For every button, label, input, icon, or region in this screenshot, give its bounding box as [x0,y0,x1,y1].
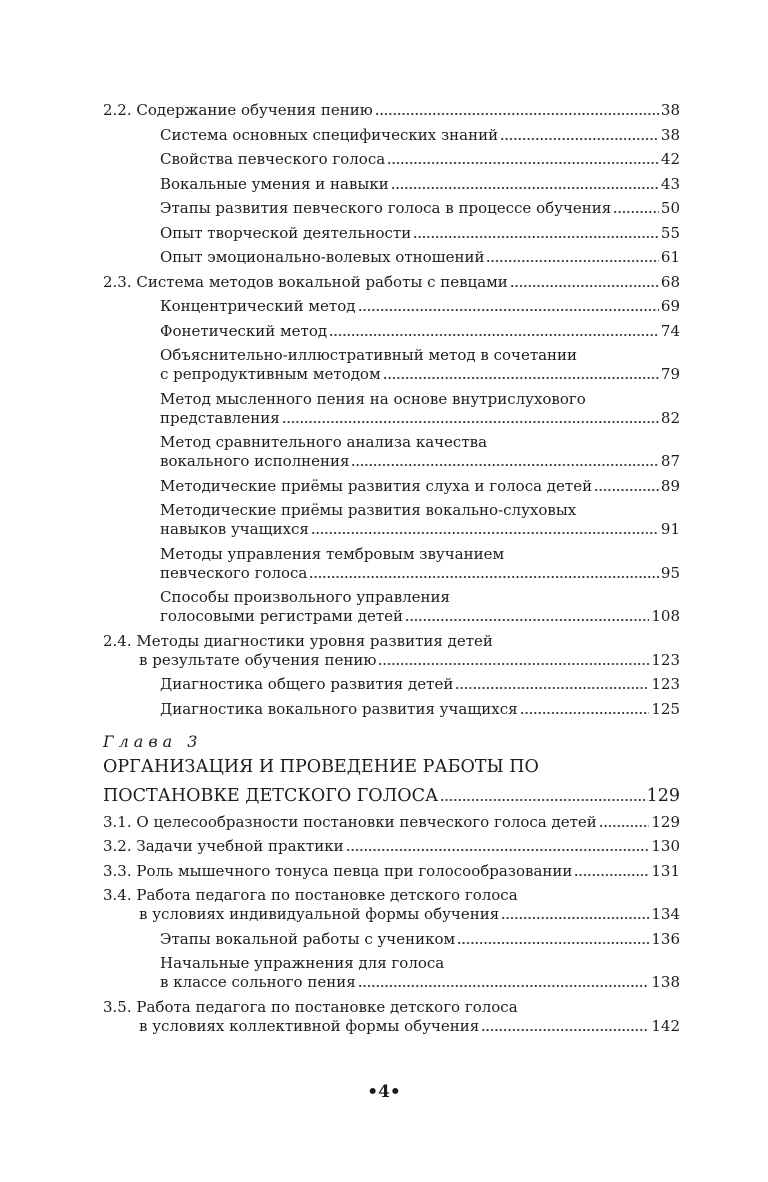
toc-entry-line [103,632,680,651]
toc-entry-title: с репродуктивным методом [160,365,381,383]
toc-entry-title: навыков учащихся [160,520,309,538]
toc-entry-title: в результате обучения пению [139,650,377,669]
toc-entry[interactable] [103,813,680,832]
toc-entry-title: в условиях индивидуальной формы обучения [139,905,500,923]
toc-entry[interactable] [103,675,680,694]
toc-entry[interactable] [103,700,680,719]
toc-entry-line [103,837,680,856]
page-number: 74 [660,321,680,340]
toc-entry[interactable] [103,346,680,384]
toc-entry[interactable] [103,954,680,992]
page-number: 131 [651,861,680,880]
dot-leader [481,1019,649,1031]
toc-entry-title: вокального исполнения [160,452,350,470]
toc-entry-line [160,564,680,583]
toc-entry[interactable] [103,150,680,169]
toc-entry[interactable] [103,126,680,145]
page-number: 95 [660,563,680,582]
toc-entry-line [160,126,680,145]
dot-leader [391,177,659,189]
toc-entry-line [103,862,680,881]
toc-entry[interactable] [103,433,680,471]
dot-leader [510,275,659,287]
toc-entry-title: Вокальные умения и навыки [160,174,389,193]
toc-entry[interactable] [103,886,680,924]
dot-leader [501,907,649,919]
toc-entry-line [103,1017,680,1036]
toc-entry-title: 3.4. Работа педагога по постановке детского голоса [103,886,518,904]
page-number: 129 [651,812,680,831]
toc-entry-line [160,175,680,194]
dot-leader [413,226,659,238]
toc-entry-line [160,501,680,520]
toc-entry[interactable] [103,930,680,949]
toc-entry-title: Диагностика вокального развития учащихся [160,699,518,718]
page-number: 134 [651,905,680,923]
dot-leader [574,864,649,876]
toc-entry-title: Методические приёмы развития вокально-слуховых [160,501,577,519]
toc-entry-title: Этапы вокальной работы с учеником [160,929,456,948]
dot-leader [599,815,650,827]
toc-entry-line [103,998,680,1017]
toc-entry-line [160,520,680,539]
toc-entry-title: 2.4. Методы диагностики уровня развития детей [103,631,493,650]
dot-leader [486,250,658,262]
dot-leader [455,677,649,689]
toc-entry-line [160,248,680,267]
page-number: 69 [660,297,680,315]
toc-entry[interactable] [103,545,680,583]
toc-entry-line [160,322,680,341]
dot-leader [358,975,650,987]
toc-entry[interactable] [103,501,680,539]
dot-leader [311,522,659,534]
toc-entry-line [160,588,680,607]
toc-entry[interactable] [103,477,680,496]
dot-leader [594,479,659,491]
page-number: 38 [660,101,680,119]
page-number: 138 [651,973,680,991]
toc-entry-title: Метод сравнительного анализа качества [160,433,488,451]
toc-entry-line [103,101,680,120]
dot-leader [440,789,644,801]
toc-entry-line [160,477,680,496]
page-number: 125 [651,699,680,718]
dot-leader [457,932,649,944]
toc-entry-title: 3.5. Работа педагога по постановке детского голоса [103,997,518,1016]
toc-entry-line [103,813,680,832]
toc-entry-title: 2.2. Содержание обучения пению [103,101,373,119]
toc-entry-title: представления [160,408,280,427]
dot-leader [282,411,659,423]
dot-leader [309,566,659,578]
page-number: 130 [651,837,680,855]
toc-entry[interactable] [103,273,680,292]
toc-entry-title: Метод мысленного пения на основе внутрислухового [160,389,586,408]
chapter-title-text: ПОСТАНОВКЕ ДЕТСКОГО ГОЛОСА [103,785,439,806]
toc-entry-title: 3.3. Роль мышечного тонуса певца при голосообразовании [103,861,573,880]
page-number: 68 [660,272,680,291]
toc-entry-title: Опыт творческой деятельности [160,223,412,242]
toc-entry-line [103,273,680,292]
toc-entry-line [160,150,680,169]
page-number: 79 [660,365,680,383]
toc-entry[interactable] [103,862,680,881]
toc-entry-line [160,607,680,626]
dot-leader [387,152,659,164]
toc-entry-line [160,545,680,564]
toc-entry-line [160,346,680,365]
toc-entry[interactable] [103,998,680,1036]
toc-entry-title: 3.2. Задачи учебной практики [103,837,344,855]
page-number: 61 [660,248,680,266]
toc-entry-line [160,452,680,471]
page-number: 87 [660,452,680,470]
toc-entry-line [160,700,680,719]
toc-entry-title: голосовыми регистрами детей [160,607,403,625]
dot-leader [378,653,649,665]
toc-entry-line [160,297,680,316]
page-folio: •4• [367,1082,401,1102]
toc-entry-title: Начальные упражнения для голоса [160,954,445,972]
chapter-label: Глава 3 [103,731,203,751]
toc-entry-title: Диагностика общего развития детей [160,675,454,693]
page-number: 91 [660,520,680,538]
toc-entry-title: в условиях коллективной формы обучения [139,1016,480,1035]
toc-entry[interactable] [103,632,680,670]
toc-entry-line [160,675,680,694]
toc-list-chapter-2 [103,101,680,719]
dot-leader [500,128,659,140]
page-number: 136 [651,929,680,948]
toc-entry-title: певческого голоса [160,563,308,582]
toc-entry[interactable] [103,390,680,428]
toc-entry-line [160,930,680,949]
chapter-title-last-line [103,782,680,811]
toc-entry-title: Фонетический метод [160,321,328,340]
toc-entry-title: Этапы развития певческого голоса в процессе обучения [160,199,612,217]
toc-entry-title: Методы управления тембровым звучанием [160,544,505,563]
toc-entry-title: Концентрический метод [160,297,356,315]
toc-entry[interactable] [103,297,680,316]
toc-entry-line [160,954,680,973]
dot-leader [520,702,650,714]
toc-entry-title: Свойства певческого голоса [160,150,386,168]
page-number: 89 [660,476,680,495]
page-number: 108 [651,607,680,625]
dot-leader [351,454,658,466]
dot-leader [375,103,659,115]
toc-entry-title: Объяснительно-иллюстративный метод в сочетании [160,346,578,364]
toc-entry[interactable] [103,199,680,218]
toc-list-chapter-3 [103,813,680,1036]
toc-entry-line [103,905,680,924]
toc-entry-line [160,365,680,384]
page-number: 38 [660,125,680,144]
toc-entry-title: Система основных специфических знаний [160,125,499,144]
toc-entry-line [103,886,680,905]
toc-entry[interactable] [103,175,680,194]
page-number: 129 [646,785,680,806]
page-number: 42 [660,150,680,168]
toc-entry[interactable] [103,248,680,267]
dot-leader [383,367,659,379]
toc-entry[interactable] [103,322,680,341]
toc-entry-line [160,390,680,409]
page-number: 82 [660,408,680,427]
chapter-title-line: ОРГАНИЗАЦИЯ И ПРОВЕДЕНИЕ РАБОТЫ ПО [103,756,539,777]
toc-entry[interactable] [103,588,680,626]
toc-entry-title: Методические приёмы развития слуха и голоса детей [160,476,593,495]
toc-entry-line [160,973,680,992]
toc-entry-title: 3.1. О целесообразности постановки певческого голоса детей [103,812,597,831]
toc-entry[interactable] [103,224,680,243]
page-number: 43 [660,174,680,193]
dot-leader [346,839,650,851]
page-number: 55 [660,223,680,242]
toc-entry-line [160,433,680,452]
toc-entry[interactable] [103,837,680,856]
page-number: 142 [651,1016,680,1035]
page-number: 123 [651,650,680,669]
table-of-contents [103,101,680,1041]
dot-leader [613,201,659,213]
dot-leader [358,299,659,311]
toc-entry-line [160,409,680,428]
toc-entry-title: 2.3. Система методов вокальной работы с певцами [103,272,508,291]
dot-leader [329,324,659,336]
toc-entry-title: Способы произвольного управления [160,588,451,606]
page-number: 50 [660,199,680,217]
toc-entry-line [103,651,680,670]
toc-entry-title: в классе сольного пения [160,973,356,991]
chapter-title [103,753,680,811]
toc-entry[interactable] [103,101,680,120]
dot-leader [405,609,649,621]
page-number: 123 [651,675,680,693]
toc-entry-line [160,199,680,218]
toc-entry-line [160,224,680,243]
toc-entry-title: Опыт эмоционально-волевых отношений [160,248,485,266]
